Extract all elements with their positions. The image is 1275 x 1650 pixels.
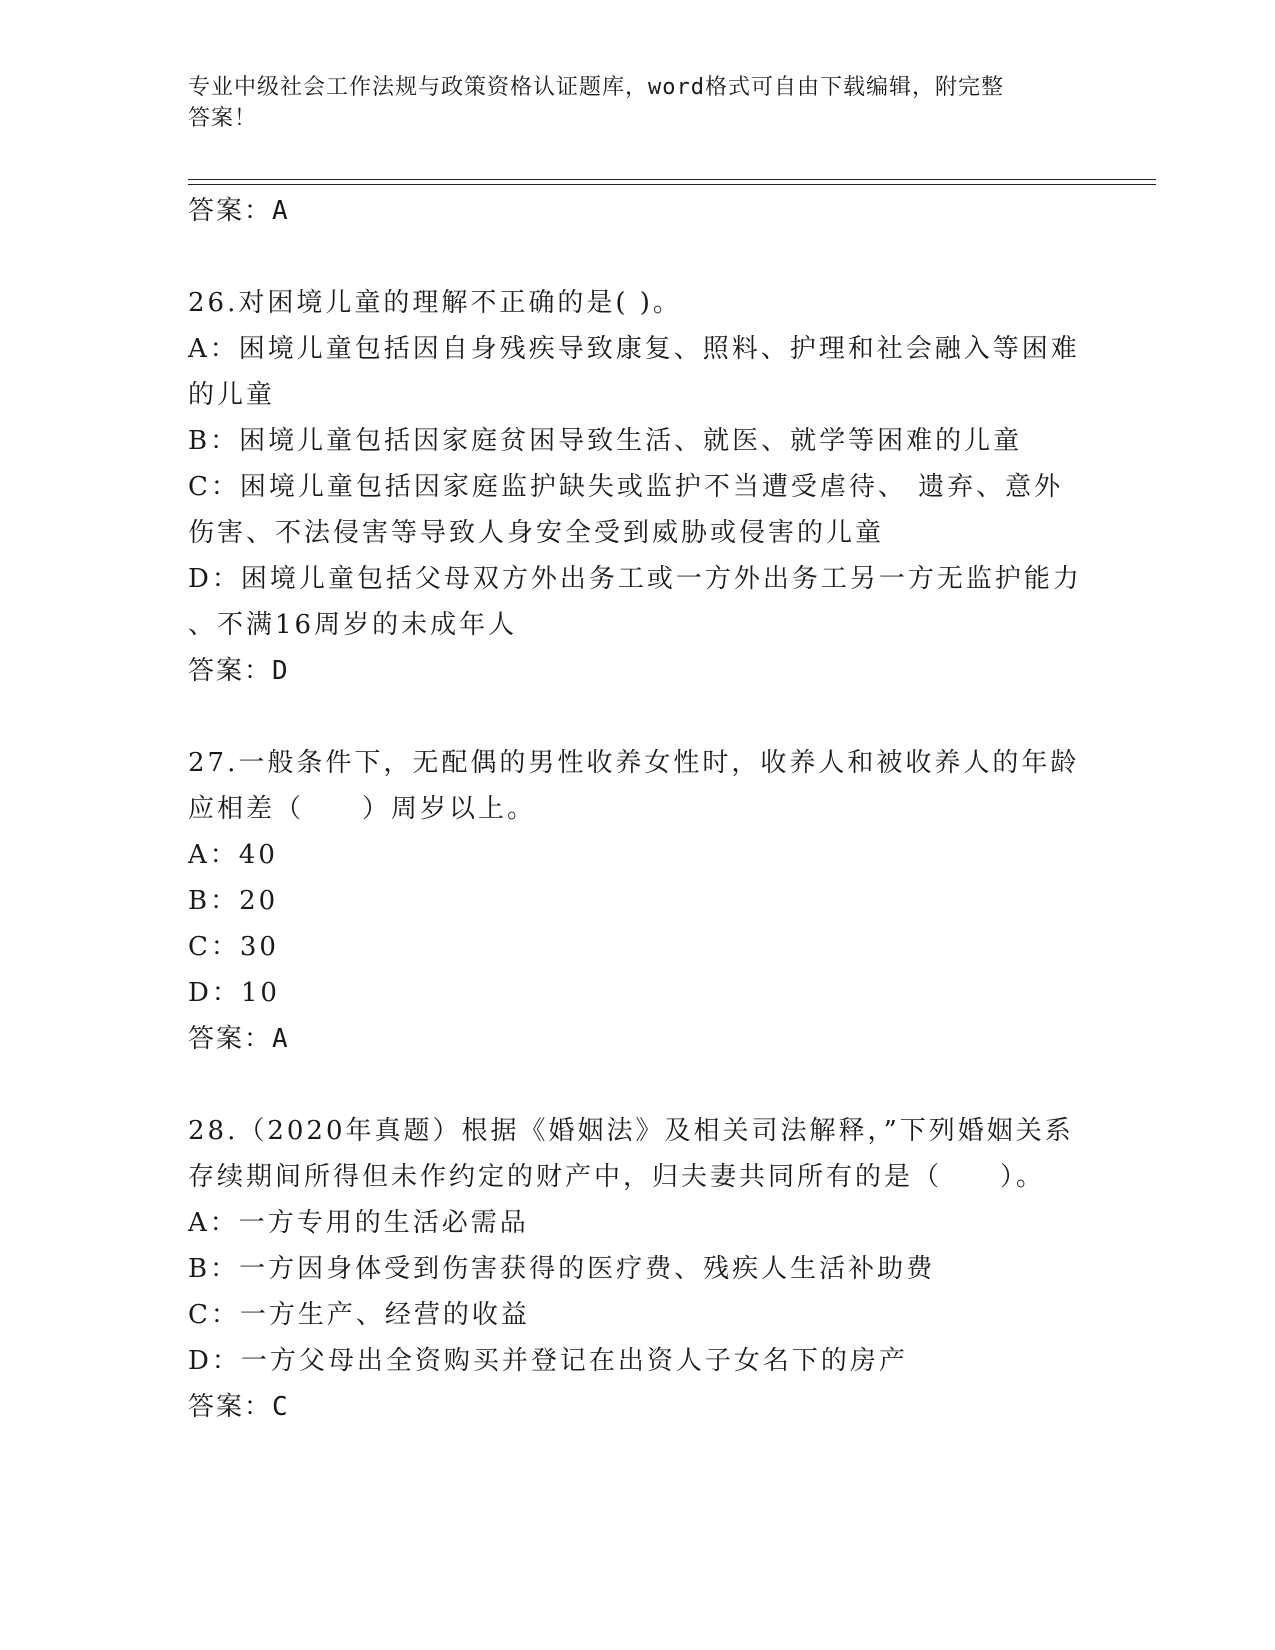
answer-line: 答案：A [188, 196, 290, 226]
answer-line: 答案：A [188, 1024, 290, 1054]
answer-line: 答案：C [188, 1392, 290, 1422]
header-title-line-1: 专业中级社会工作法规与政策资格认证题库，word格式可自由下载编辑，附完整 [188, 75, 1004, 100]
option-a: A：困境儿童包括因自身残疾导致康复、照料、护理和社会融入等困难 [188, 334, 1080, 364]
option-b: B：困境儿童包括因家庭贫困导致生活、就医、就学等困难的儿童 [188, 426, 1023, 456]
option-c-continued: 伤害、不法侵害等导致人身安全受到威胁或侵害的儿童 [188, 518, 885, 548]
question-stem-continued: 存续期间所得但未作约定的财产中，归夫妻共同所有的是（ ）。 [188, 1162, 1046, 1192]
question-block [188, 1108, 1088, 1430]
question-stem: 28.（2020年真题）根据《婚姻法》及相关司法解释，”下列婚姻关系 [188, 1116, 1074, 1146]
question-stem-continued: 应相差（ ）周岁以上。 [188, 794, 537, 824]
question-block [188, 740, 1088, 1062]
header-divider-top [188, 179, 1156, 180]
option-c: C：困境儿童包括因家庭监护缺失或监护不当遭受虐待、 遗弃、意外 [188, 472, 1064, 502]
option-a: A：40 [188, 840, 278, 870]
spacer [188, 694, 1088, 740]
option-b: B：一方因身体受到伤害获得的医疗费、残疾人生活补助费 [188, 1254, 936, 1284]
option-d-continued: 、不满16周岁的未成年人 [188, 610, 518, 640]
option-c: C：30 [188, 932, 279, 962]
option-d: D：一方父母出全资购买并登记在出资人子女名下的房产 [188, 1346, 908, 1376]
option-d: D：困境儿童包括父母双方外出务工或一方外出务工另一方无监护能力 [188, 564, 1082, 594]
header-divider-bottom [188, 184, 1156, 185]
option-c: C：一方生产、经营的收益 [188, 1300, 530, 1330]
question-stem: 26.对困境儿童的理解不正确的是( )。 [188, 288, 682, 318]
header-title-line-2: 答案！ [188, 106, 258, 131]
answer-line: 答案：D [188, 656, 290, 686]
option-d: D：10 [188, 978, 280, 1008]
question-stem: 27.一般条件下，无配偶的男性收养女性时，收养人和被收养人的年龄 [188, 748, 1080, 778]
page-header [188, 72, 1068, 134]
spacer [188, 1062, 1088, 1108]
option-b: B：20 [188, 886, 279, 916]
spacer [188, 234, 1088, 280]
question-block [188, 280, 1088, 694]
question-list [188, 188, 1088, 1430]
option-a-continued: 的儿童 [188, 380, 276, 410]
option-a: A：一方专用的生活必需品 [188, 1208, 529, 1238]
